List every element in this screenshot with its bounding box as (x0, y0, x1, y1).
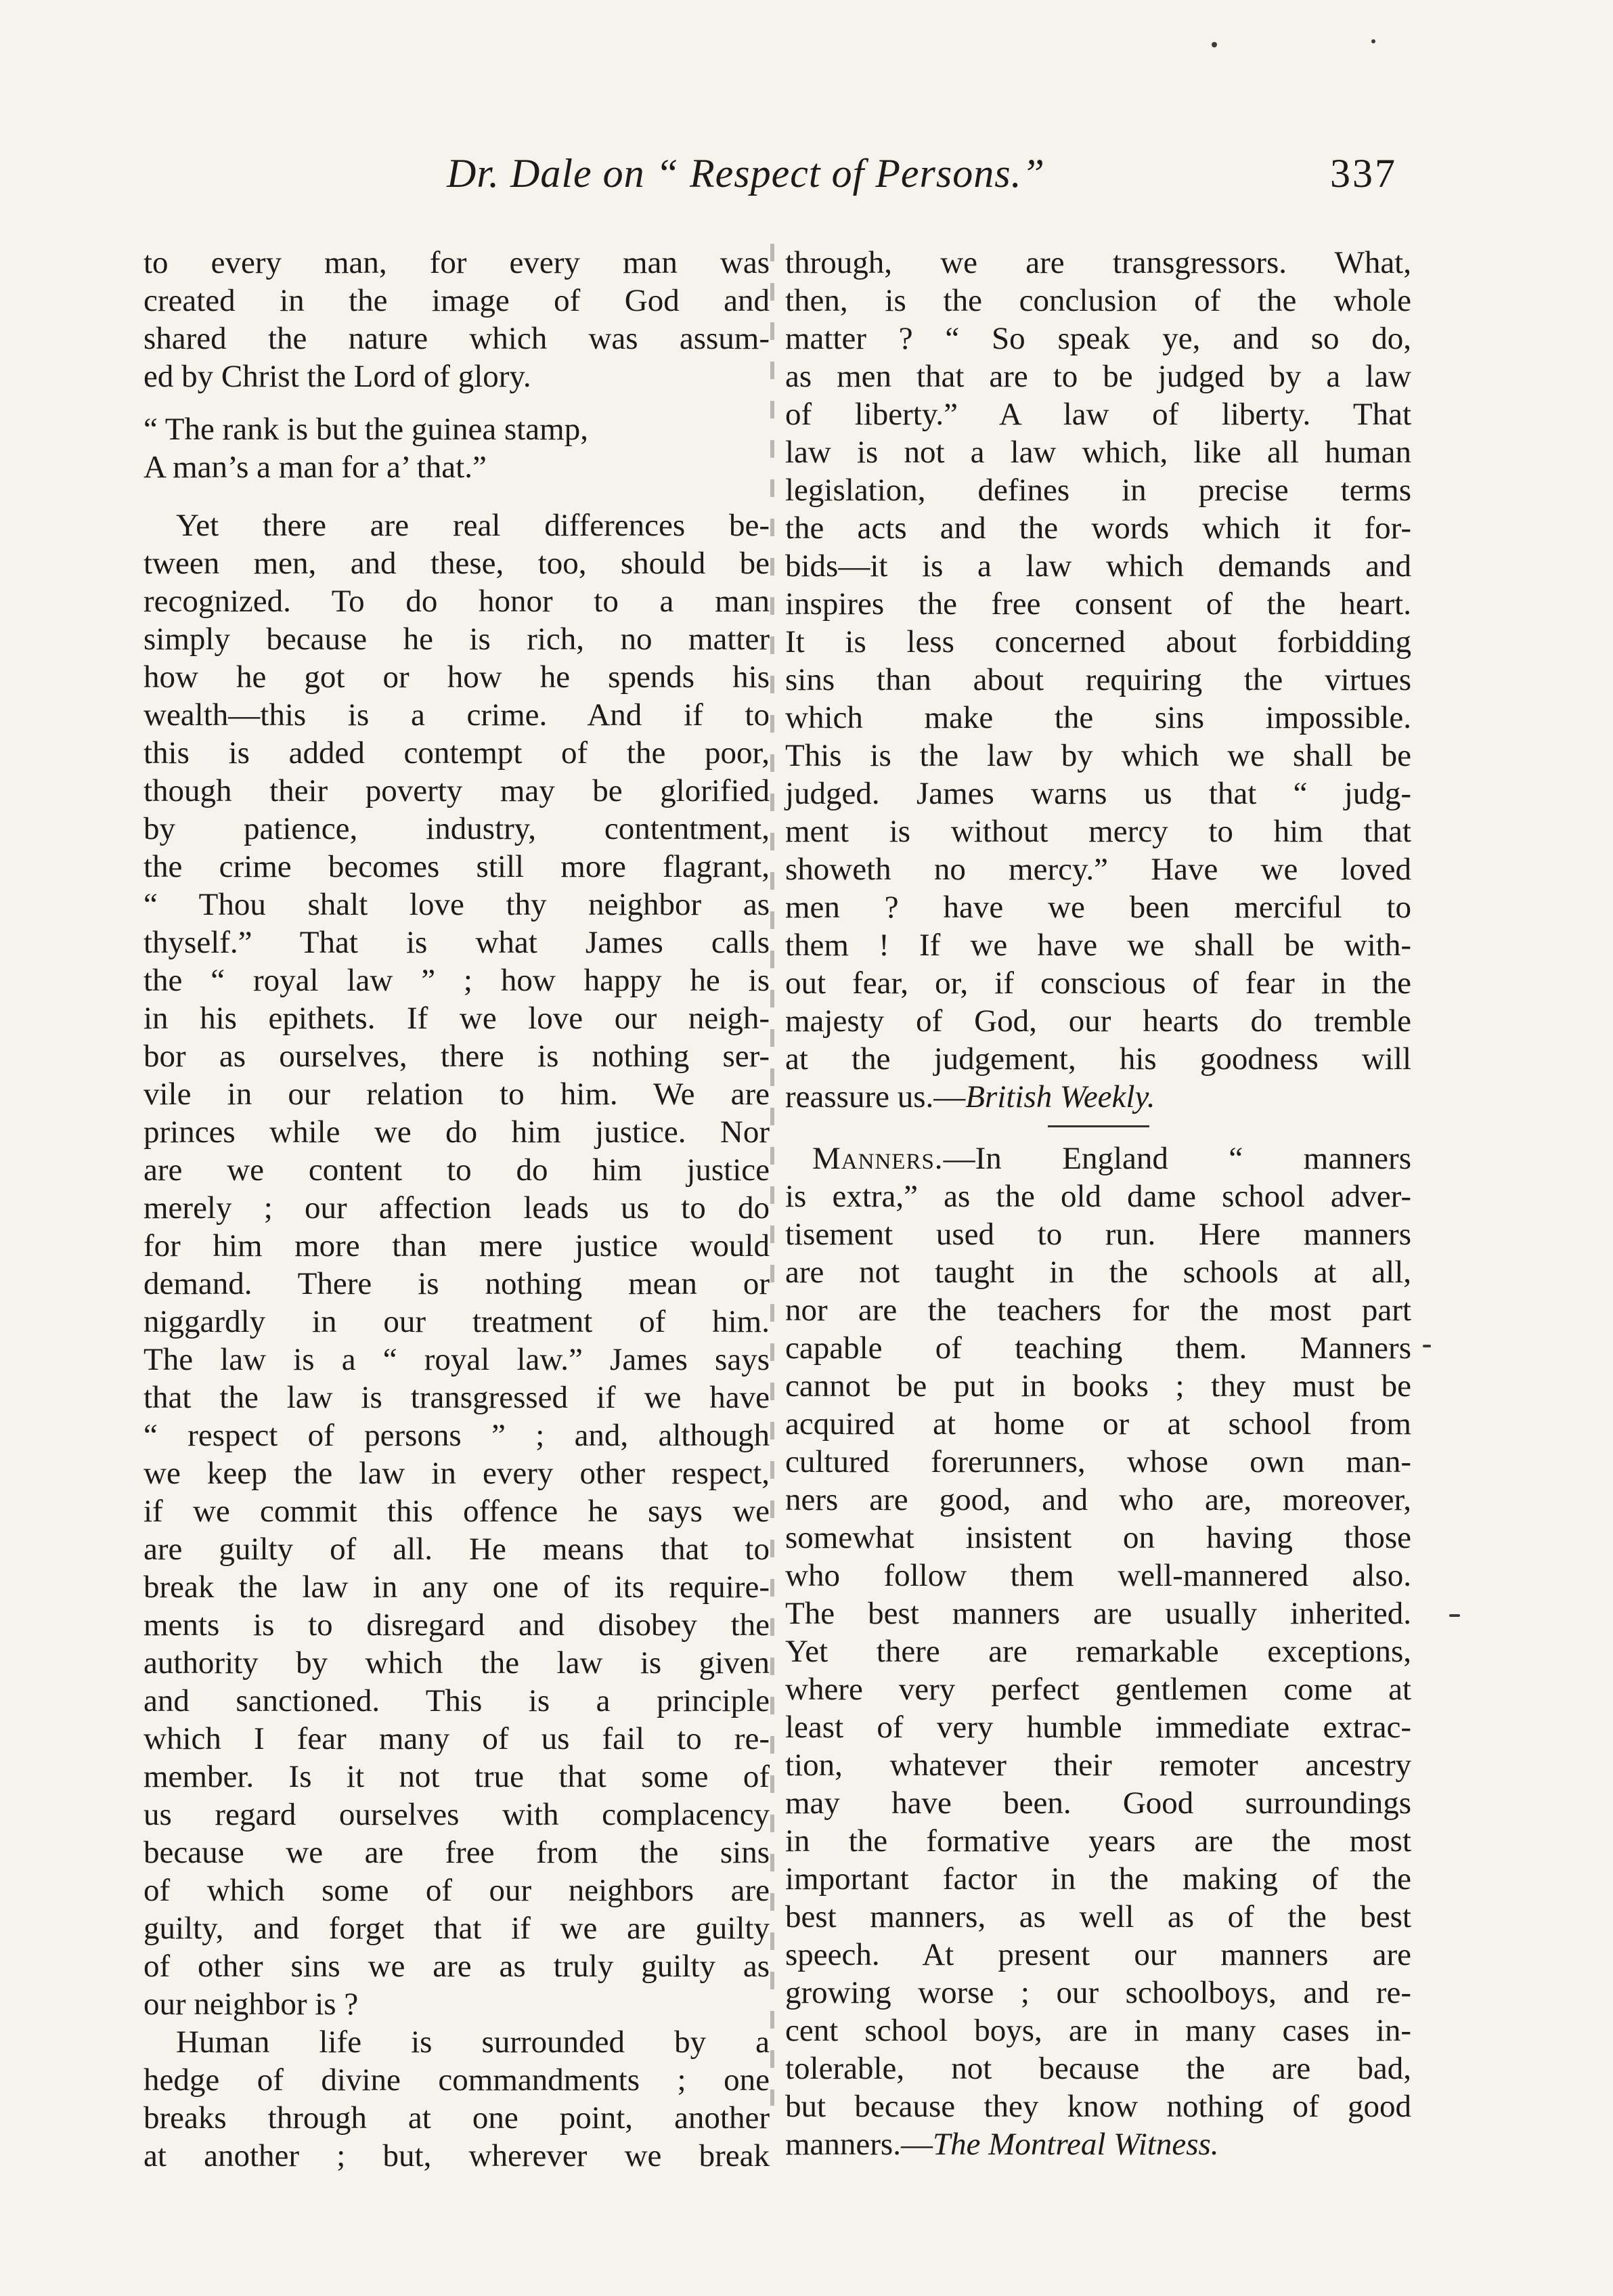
text-line: legislation, defines in precise terms (785, 473, 1411, 508)
print-speck (1212, 42, 1217, 47)
text-line: we keep the law in every other respect, (143, 1456, 770, 1491)
text-line: majesty of God, our hearts do tremble (785, 1003, 1411, 1039)
text-line: The best manners are usually inherited. (785, 1596, 1411, 1631)
text-line: cultured forerunners, whose own man- (785, 1444, 1411, 1479)
text-line: us regard ourselves with complacency (143, 1797, 770, 1832)
text-line: at another ; but, wherever we break (143, 2138, 770, 2173)
text-line: our neighbor is ? (143, 1987, 359, 2022)
text-line: “ Thou shalt love thy neighbor as (143, 887, 770, 922)
text-line: A man’s a man for a’ that.” (143, 450, 487, 485)
right-column (785, 244, 1411, 2163)
text-line: “ The rank is but the guinea stamp, (143, 412, 588, 447)
text-line: of which some of our neighbors are (143, 1873, 770, 1908)
text-line: This is the law by which we shall be (785, 738, 1411, 773)
text-line: are we content to do him justice (143, 1152, 770, 1188)
text-line: though their poverty may be glorified (143, 773, 770, 808)
text-line: recognized. To do honor to a man (143, 584, 770, 619)
text-line: created in the image of God and (143, 283, 770, 318)
text-line: important factor in the making of the (785, 1861, 1411, 1897)
text-line: men ? have we been merciful to (785, 890, 1411, 925)
text-line: princes while we do him justice. Nor (143, 1114, 770, 1150)
text-line: as men that are to be judged by a law (785, 359, 1411, 394)
paragraph-end-line (785, 1078, 1411, 1116)
text-line: breaks through at one point, another (143, 2100, 770, 2136)
running-title: Dr. Dale on “ Respect of Persons.” (447, 151, 1045, 196)
text-line: of other sins we are as truly guilty as (143, 1949, 770, 1984)
paragraph-first-line (785, 1140, 1411, 1177)
text-line: ners are good, and who are, moreover, (785, 1482, 1411, 1517)
text-line: Yet there are real differences be- (176, 508, 770, 543)
text-line: judged. James warns us that “ judg- (785, 776, 1411, 811)
text-line: then, is the conclusion of the whole (785, 283, 1411, 318)
paragraph-end-line (785, 2125, 1411, 2163)
text-line: capable of teaching them. Manners (785, 1330, 1411, 1366)
text-line: for him more than mere justice would (143, 1228, 770, 1263)
text-line: ments is to disregard and disobey the (143, 1607, 770, 1643)
text-line: is extra,” as the old dame school adver- (785, 1179, 1411, 1214)
print-speck (1449, 1614, 1460, 1617)
paragraph-end-text: manners.— (785, 2127, 933, 2162)
text-line: bids—it is a law which demands and (785, 548, 1411, 584)
text-line: nor are the teachers for the most part (785, 1293, 1411, 1328)
print-speck (1423, 1345, 1431, 1347)
text-line: are not taught in the schools at all, (785, 1255, 1411, 1290)
text-line: how he got or how he spends his (143, 659, 770, 695)
paragraph (785, 244, 1411, 1078)
text-line: sins than about requiring the virtues (785, 662, 1411, 697)
text-line: matter ? “ So speak ye, and so do, (785, 321, 1411, 356)
text-line: if we commit this offence he says we (143, 1494, 770, 1529)
page-number: 337 (1330, 151, 1397, 196)
text-line: guilty, and forget that if we are guilty (143, 1911, 770, 1946)
text-line: member. Is it not true that some of (143, 1759, 770, 1794)
text-line: acquired at home or at school from (785, 1406, 1411, 1442)
text-line: cannot be put in books ; they must be (785, 1368, 1411, 1404)
text-line: growing worse ; our schoolboys, and re- (785, 1975, 1411, 2010)
paragraph (143, 2023, 770, 2175)
text-line: tion, whatever their remoter ancestry (785, 1748, 1411, 1783)
verse-quote (143, 410, 770, 486)
text-line: the crime becomes still more flagrant, (143, 849, 770, 884)
source-attribution: British Weekly. (965, 1079, 1155, 1114)
text-line: Human life is surrounded by a (176, 2024, 770, 2060)
section-lead-word: Manners. (812, 1141, 944, 1176)
text-line: tisement used to run. Here manners (785, 1217, 1411, 1252)
text-line: ment is without mercy to him that (785, 814, 1411, 849)
text-line: merely ; our affection leads us to do (143, 1190, 770, 1226)
text-line: demand. There is nothing mean or (143, 1266, 770, 1301)
text-line: where very perfect gentlemen come at (785, 1672, 1411, 1707)
text-line: this is added contempt of the poor, (143, 735, 770, 771)
section-divider-rule (1048, 1125, 1149, 1127)
text-line: wealth—this is a crime. And if to (143, 697, 770, 733)
text-line: shared the nature which was assum- (143, 321, 770, 356)
text-line: that the law is transgressed if we have (143, 1380, 770, 1415)
text-line: niggardly in our treatment of him. (143, 1304, 770, 1339)
text-line: bor as ourselves, there is nothing ser- (143, 1039, 770, 1074)
text-line: in his epithets. If we love our neigh- (143, 1001, 770, 1036)
text-line: in the formative years are the most (785, 1823, 1411, 1859)
source-attribution: The Montreal Witness. (932, 2127, 1219, 2162)
text-line: showeth no mercy.” Have we loved (785, 852, 1411, 887)
text-line: Yet there are remarkable exceptions, (785, 1634, 1411, 1669)
paragraph (785, 1177, 1411, 2125)
text-line: authority by which the law is given (143, 1645, 770, 1681)
running-header (0, 150, 1613, 211)
text-line: through, we are transgressors. What, (785, 245, 1411, 280)
text-line: by patience, industry, contentment, (143, 811, 770, 846)
print-speck (1371, 39, 1375, 43)
text-line: simply because he is rich, no matter (143, 622, 770, 657)
text-line: break the law in any one of its require- (143, 1569, 770, 1605)
text-line: ed by Christ the Lord of glory. (143, 359, 531, 394)
text-line: are guilty of all. He means that to (143, 1532, 770, 1567)
left-column (143, 244, 770, 2175)
text-line: may have been. Good surroundings (785, 1785, 1411, 1821)
paragraph-end-text: reassure us.— (785, 1079, 966, 1114)
text-line: the “ royal law ” ; how happy he is (143, 963, 770, 998)
text-line: out fear, or, if conscious of fear in the (785, 966, 1411, 1001)
first-line-text: —In England “ manners (943, 1141, 1411, 1176)
text-line: the acts and the words which it for- (785, 511, 1411, 546)
text-line: “ respect of persons ” ; and, although (143, 1418, 770, 1453)
text-line: them ! If we have we shall be with- (785, 928, 1411, 963)
text-line: It is less concerned about forbidding (785, 624, 1411, 659)
paragraph (143, 506, 770, 2023)
text-line: who follow them well-mannered also. (785, 1558, 1411, 1593)
text-line: thyself.” That is what James calls (143, 925, 770, 960)
text-line: and sanctioned. This is a principle (143, 1683, 770, 1718)
text-line: inspires the free consent of the heart. (785, 586, 1411, 622)
text-line: to every man, for every man was (143, 245, 770, 280)
text-line: but because they know nothing of good (785, 2089, 1411, 2124)
text-line: somewhat insistent on having those (785, 1520, 1411, 1555)
text-line: tween men, and these, too, should be (143, 546, 770, 581)
text-line: tolerable, not because the are bad, (785, 2051, 1411, 2086)
text-line: of liberty.” A law of liberty. That (785, 397, 1411, 432)
text-line: hedge of divine commandments ; one (143, 2062, 770, 2098)
text-line: law is not a law which, like all human (785, 435, 1411, 470)
column-divider (770, 244, 774, 2106)
text-line: least of very humble immediate extrac- (785, 1710, 1411, 1745)
text-line: The law is a “ royal law.” James says (143, 1342, 770, 1377)
text-line: vile in our relation to him. We are (143, 1077, 770, 1112)
text-line: which make the sins impossible. (785, 700, 1411, 735)
text-line: which I fear many of us fail to re- (143, 1721, 770, 1756)
text-line: because we are free from the sins (143, 1835, 770, 1870)
paragraph (143, 244, 770, 395)
text-line: cent school boys, are in many cases in- (785, 2013, 1411, 2048)
text-line: at the judgement, his goodness will (785, 1041, 1411, 1077)
text-line: speech. At present our manners are (785, 1937, 1411, 1972)
text-line: best manners, as well as of the best (785, 1899, 1411, 1934)
